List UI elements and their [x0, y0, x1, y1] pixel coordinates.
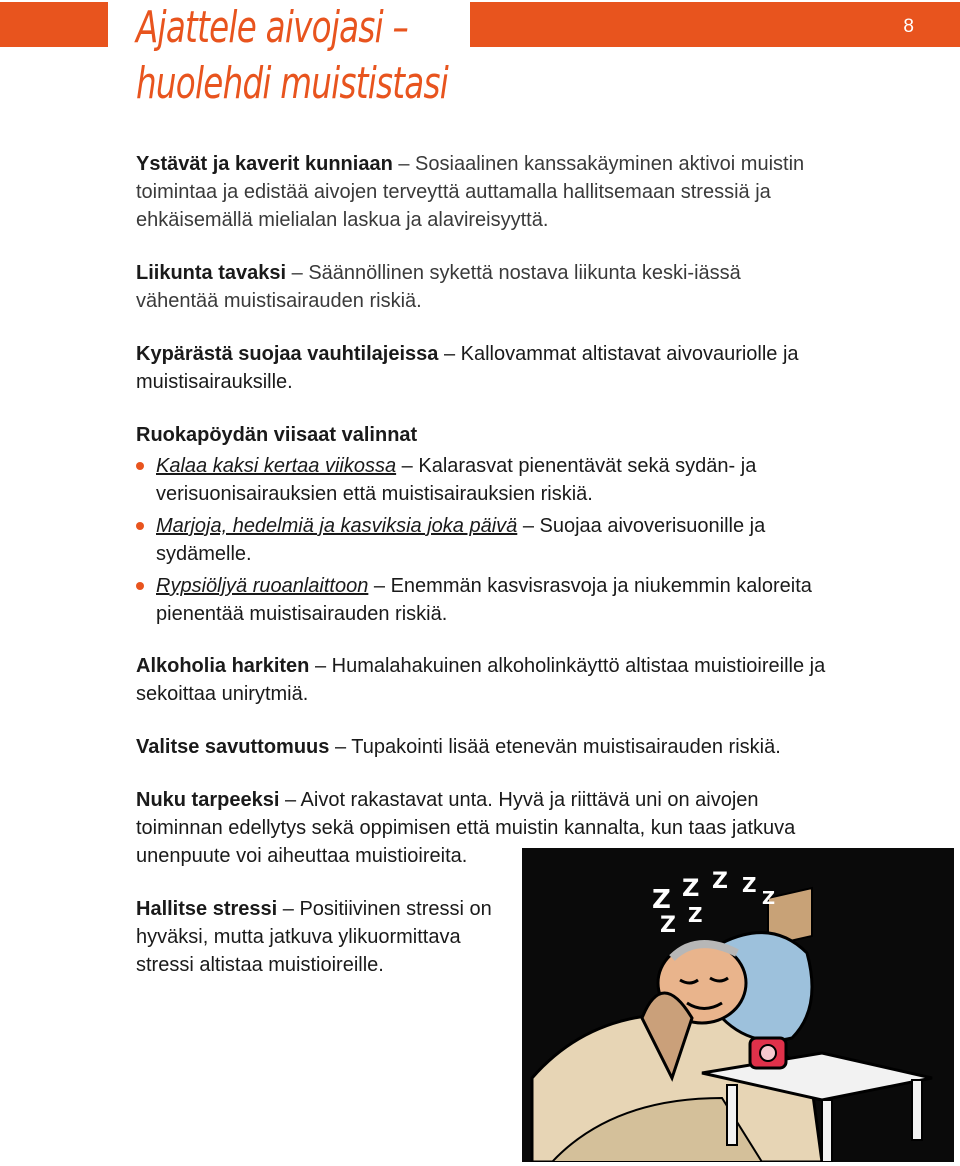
paragraph-friends: Ystävät ja kaverit kunniaan – Sosiaalinen kanssakäyminen aktivoi muistin toimintaa ja edistää aivojen terveyttä auttamalla hallitsemaan stressiä ja ehkäisemällä mielialan laskua ja alavireisyyttä.: [136, 153, 805, 231]
lead-exercise: Liikunta tavaksi: [136, 262, 287, 284]
snore-z: Z: [660, 913, 676, 938]
food-item-lead: Marjoja, hedelmiä ja kasviksia joka päivä: [156, 515, 518, 537]
page-number: 8: [903, 16, 914, 37]
text-helmet: Kallovammat altistavat aivovauriolle ja muistisairauksille.: [136, 343, 799, 393]
snore-z: Z: [712, 869, 728, 894]
page-title-line-2: huolehdi muististasi: [136, 58, 449, 109]
food-item-text: Suojaa aivoverisuonille ja sydämelle.: [156, 515, 766, 565]
paragraph-sleep: Nuku tarpeeksi – Aivot rakastavat unta. Hyvä ja riittävä uni on aivojen toiminnan edellytys sekä oppimisen että muistin kannalta, kun taas jatkuva unenpuute voi aiheuttaa muistioireita.: [136, 789, 796, 867]
lead-sleep: Nuku tarpeeksi: [136, 789, 280, 811]
food-list: [136, 452, 826, 628]
lead-alcohol: Alkoholia harkiten: [136, 655, 310, 677]
paragraph-smoking: Valitse savuttomuus – Tupakointi lisää etenevän muistisairauden riskiä.: [136, 736, 781, 758]
bullet-dot-icon: [136, 462, 144, 470]
food-item-text: Kalarasvat pienentävät sekä sydän- ja verisuonisairauksien että muistisairauksien riskiä.: [156, 455, 757, 505]
lead-stress: Hallitse stressi: [136, 898, 278, 920]
lead-friends: Ystävät ja kaverit kunniaan: [136, 153, 393, 175]
food-item-lead: Kalaa kaksi kertaa viikossa: [156, 455, 397, 477]
sleeping-person-illustration: [522, 848, 954, 1162]
paragraph-stress: Hallitse stressi – Positiivinen stressi on hyväksi, mutta jatkuva ylikuormittava stressi altistaa muistioireille.: [136, 898, 492, 976]
food-item-lead: Rypsiöljyä ruoanlaittoon: [156, 575, 369, 597]
bullet-dot-icon: [136, 522, 144, 530]
list-item: Kalaa kaksi kertaa viikossa – Kalarasvat pienentävät sekä sydän- ja verisuonisairauksien että muistisairauksien riskiä.: [136, 452, 826, 508]
snore-z: Z: [762, 888, 776, 909]
list-item: Marjoja, hedelmiä ja kasviksia joka päivä – Suojaa aivoverisuonille ja sydämelle.: [136, 512, 826, 568]
food-item-text: Enemmän kasvisrasvoja ja niukemmin kaloreita pienentää muistisairauden riskiä.: [156, 575, 812, 625]
snore-z: Z: [652, 885, 671, 915]
text-exercise: Säännöllinen sykettä nostava liikunta keski-iässä vähentää muistisairauden riskiä.: [136, 262, 741, 312]
paragraph-helmet: Kypärästä suojaa vauhtilajeissa – Kallovammat altistavat aivovauriolle ja muistisairauksille.: [136, 343, 799, 393]
page-title: [136, 0, 448, 112]
text-stress: Positiivinen stressi on hyväksi, mutta jatkuva ylikuormittava stressi altistaa muistioireille.: [136, 898, 492, 976]
food-heading: Ruokapöydän viisaat valinnat: [136, 424, 418, 446]
snore-z: Z: [742, 873, 757, 897]
bullet-dot-icon: [136, 582, 144, 590]
snore-z: Z: [682, 874, 700, 902]
header-bar-right: [470, 2, 960, 47]
text-alcohol: Humalahakuinen alkoholinkäyttö altistaa muistioireille ja sekoittaa unirytmiä.: [136, 655, 826, 705]
paragraph-exercise: Liikunta tavaksi – Säännöllinen sykettä nostava liikunta keski-iässä vähentää muistisairauden riskiä.: [136, 262, 741, 312]
text-smoking: Tupakointi lisää etenevän muistisairauden riskiä.: [351, 736, 781, 758]
page-title-line-1: Ajattele aivojasi –: [136, 2, 409, 53]
header-bar-left: [0, 2, 108, 47]
lead-smoking: Valitse savuttomuus: [136, 736, 330, 758]
lead-helmet: Kypärästä suojaa vauhtilajeissa: [136, 343, 439, 365]
text-friends: Sosiaalinen kanssakäyminen aktivoi muistin toimintaa ja edistää aivojen terveyttä auttamalla hallitsemaan stressiä ja ehkäisemällä mielialan laskua ja alavireisyyttä.: [136, 153, 805, 231]
snore-z: Z: [688, 903, 703, 927]
text-sleep: Aivot rakastavat unta. Hyvä ja riittävä uni on aivojen toiminnan edellytys sekä oppimisen että muistin kannalta, kun taas jatkuva unenpuute voi aiheuttaa muistioireita.: [136, 789, 796, 867]
paragraph-alcohol: Alkoholia harkiten – Humalahakuinen alkoholinkäyttö altistaa muistioireille ja sekoittaa unirytmiä.: [136, 655, 826, 705]
list-item: Rypsiöljyä ruoanlaittoon – Enemmän kasvisrasvoja ja niukemmin kaloreita pienentää muistisairauden riskiä.: [136, 572, 826, 628]
